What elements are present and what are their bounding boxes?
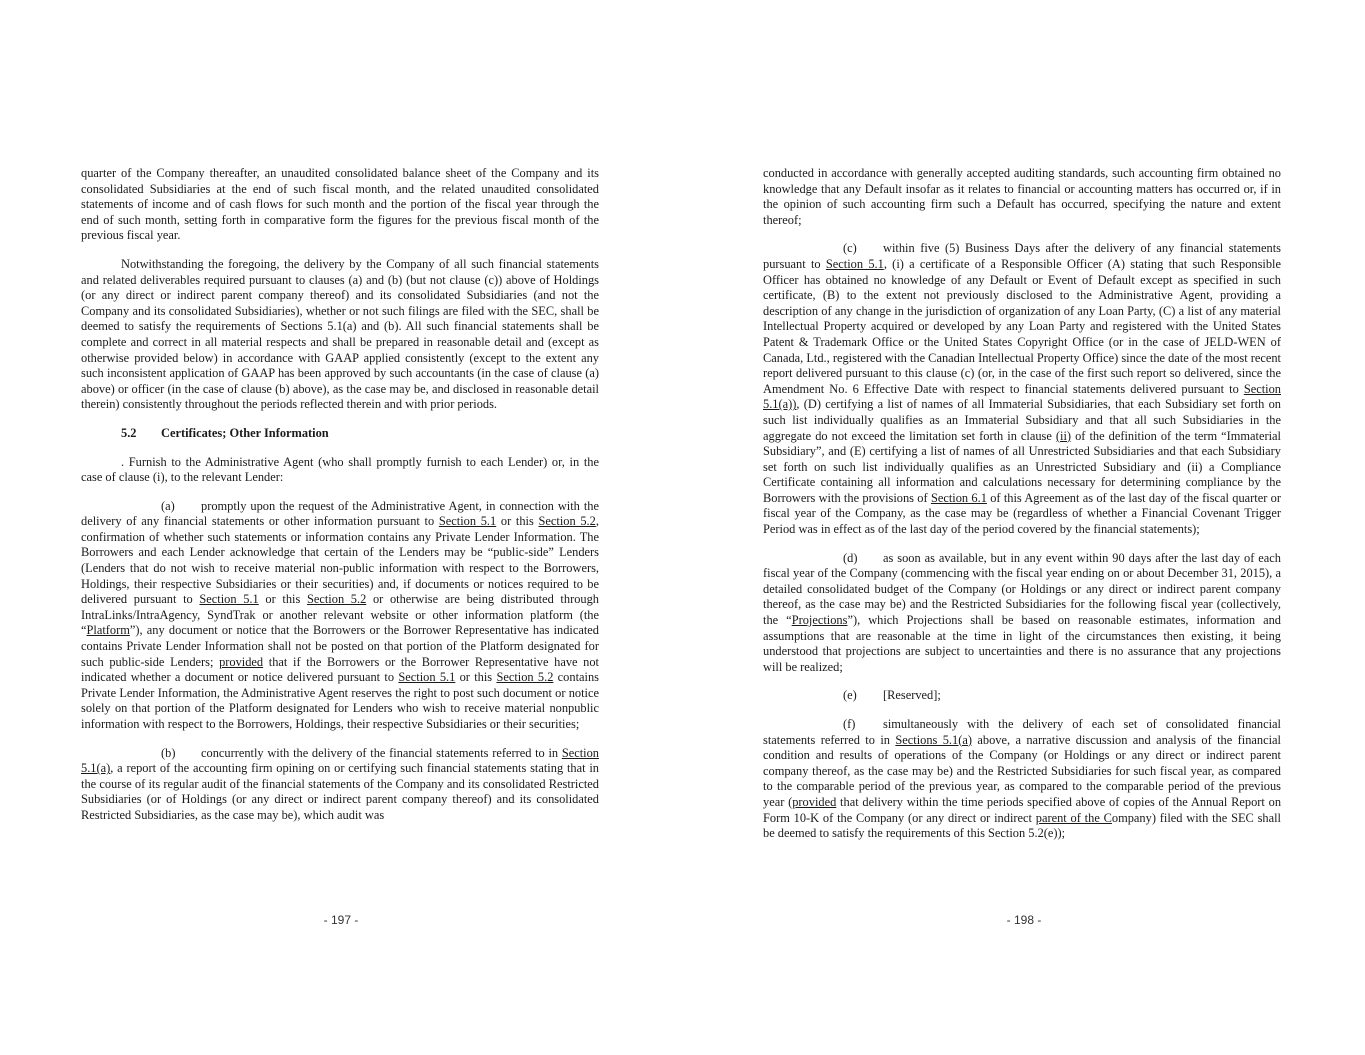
- clause-text: as soon as available, but in any event within 90 days after the last day of each fiscal year of the Company (commencing with the fiscal year ending on or about December 31, 2015), a detailed consolidated budget of the Company (or Holdings or any direct or indirect parent company thereof, as the case may be) and the Restricted Subsidiaries for the following fiscal year (collectively, the “: [763, 550, 1281, 628]
- clause-text: that if the Borrowers or the Borrower Representative have not indicated whether a document or notice delivered pursuant to: [81, 654, 599, 685]
- clause-c: [763, 241, 1281, 537]
- section-reference: Section 5.1: [398, 670, 456, 685]
- left-page: [0, 0, 682, 1055]
- section-reference: Section 5.1: [825, 256, 884, 271]
- defined-term: provided: [219, 654, 264, 669]
- section-reference: Section 5.1(a)): [763, 381, 1281, 412]
- clause-d: [763, 551, 1281, 676]
- clause-label: (c): [843, 241, 857, 256]
- clause-label: (d): [843, 550, 858, 565]
- clause-text: or this: [455, 670, 497, 685]
- clause-text: promptly upon the request of the Administrative Agent, in connection with the delivery of any financial statements or other information pursuant to: [81, 498, 599, 529]
- clause-text: simultaneously with the delivery of each set of consolidated financial statements referred to in: [763, 717, 1281, 747]
- clause-text: ”), which Projections shall be based on reasonable estimates, information and assumptions that are reasonable at the time in light of the circumstances then existing, it being understood that projections are subject to uncertainties and there is no assurance that any projections will be realized;: [763, 613, 1281, 674]
- section-reference: Section 5.1: [438, 514, 497, 529]
- clause-text: , (D) certifying a list of names of all Immaterial Subsidiaries, that each Subsidiary set forth on such list individually qualifies as an Immaterial Subsidiary and that all such Subsidiaries in the aggregate do not exceed the limitation set forth in clause: [763, 397, 1281, 443]
- section-reference: Sections 5.1(a): [895, 732, 972, 747]
- clause-text: [Reserved];: [883, 688, 941, 703]
- clause-label: (b): [161, 745, 176, 760]
- clause-reference: (ii): [1055, 428, 1072, 443]
- paragraph-notwithstanding: Notwithstanding the foregoing, the delivery by the Company of all such financial statements and related deliverables required pursuant to clauses (a) and (b) (but not clause (c)) above of Holdings (or any direct or indirect parent company thereof) and its consolidated Subsidiaries (and not the Company and its consolidated Subsidiaries), whether or not such filings are filed with the SEC, shall be deemed to satisfy the requirements of Sections 5.1(a) and (b). All such financial statements shall be complete and correct in all material respects and shall be prepared in reasonable detail and (except as otherwise provided below) in accordance with GAAP applied consistently (except to the extent any such inconsistent application of GAAP has been approved by such accountants (in the case of clause (a) above) or officer (in the case of clause (b) above), as the case may be, and disclosed in reasonable detail therein) consistently throughout the periods reflected therein and with prior periods.: [81, 256, 599, 412]
- clause-label: (f): [843, 717, 856, 731]
- clause-text: , confirmation of whether such statements or information contains any Private Lender Information. The Borrowers and each Lender acknowledge that certain of the Lenders may be “public-side” Lenders (Lenders that do not wish to receive material non-public information with respect to the Borrowers, Holdings, their respective Subsidiaries or their securities) and, if documents or notices required to be delivered pursuant to: [81, 514, 599, 607]
- clause-text: of the definition of the term “Immaterial Subsidiary”, and (E) certifying a list of names of all Unrestricted Subsidiaries and that each Subsidiary set forth on such list individually qualifies as an Unrestricted Subsidiary and (ii) a Compliance Certificate containing all information and calculations necessary for determining compliance by the Borrowers with the provisions of: [763, 428, 1281, 505]
- section-reference: Section 5.2: [306, 592, 367, 607]
- clause-b: [81, 746, 599, 824]
- clause-text: or this: [496, 514, 539, 529]
- left-page-body: [81, 166, 599, 837]
- page-number: - 197 -: [323, 913, 359, 927]
- right-page-body: [763, 166, 1281, 855]
- clause-e: [763, 688, 1281, 704]
- underlined-text: parent of the C: [1035, 810, 1112, 825]
- paragraph-continuation: quarter of the Company thereafter, an unaudited consolidated balance sheet of the Company and its consolidated Subsidiaries at the end of such fiscal month, and the related unaudited consolidated statements of income and of cash flows for such month and the portion of the fiscal year through the end of such month, setting forth in comparative form the figures for the previous fiscal month of the previous fiscal year.: [81, 166, 599, 243]
- paragraph-continuation: conducted in accordance with generally accepted auditing standards, such accounting firm obtained no knowledge that any Default insofar as it relates to financial or accounting matters has occurred or, if in the opinion of such accounting firm such a Default has occurred, specifying the nature and extent thereof;: [763, 166, 1281, 227]
- paragraph-furnish: . Furnish to the Administrative Agent (who shall promptly furnish to each Lender) or, in the case of clause (i), to the relevant Lender:: [81, 454, 599, 485]
- section-heading-5-2: [121, 426, 599, 442]
- section-number: 5.2: [121, 425, 137, 440]
- clause-label: (e): [843, 688, 857, 703]
- clause-text: ompany) filed with the SEC shall be deemed to satisfy the requirements of this Section 5.2(e));: [763, 810, 1282, 841]
- page-number: - 198 -: [1006, 913, 1042, 927]
- clause-text: above, a narrative discussion and analysis of the financial condition and results of operations of the Company (or Holdings or any direct or indirect parent company thereof, as the case may be) and the Restricted Subsidiaries for such fiscal year, as compared to the comparable period of the previous year, as compared to the comparable period of the previous year (: [763, 732, 1281, 809]
- clause-text: or this: [258, 592, 307, 607]
- clause-text: that delivery within the time periods specified above of copies of the Annual Report on Form 10-K of the Company (or any direct or indirect: [763, 794, 1282, 825]
- clause-text: , (i) a certificate of a Responsible Officer (A) stating that such Responsible Officer has obtained no knowledge of any Default or Event of Default except as specified in such certificate, (B) to the extent not previously disclosed to the Administrative Agent, providing a description of any change in the jurisdiction of organization of any Loan Party, (C) a list of any material Intellectual Property acquired or developed by any Loan Party and registered with the United States Patent & Trademark Office or the United States Copyright Office (or in the case of JELD-WEN of Canada, Ltd., registered with the Canadian Intellectual Property Office) since the date of the most recent report delivered pursuant to this clause (c) (or, in the case of the first such report so delivered, since the Amendment No. 6 Effective Date with respect to financial statements delivered pursuant to: [763, 256, 1281, 396]
- section-reference: Section 6.1: [930, 490, 987, 505]
- clause-text: , a report of the accounting firm opining on or certifying such financial statements stating that in the course of its regular audit of the financial statements of the Company and its consolidated Restricted Subsidiaries (or of Holdings (or any direct or indirect parent company thereof) and its consolidated Restricted Subsidiaries, as the case may be), which audit was: [81, 761, 599, 822]
- clause-text: within five (5) Business Days after the delivery of any financial statements pursuant to: [763, 241, 1281, 271]
- section-reference: Section 5.2: [496, 670, 554, 685]
- clause-text: ”), any document or notice that the Borrowers or the Borrower Representative has indicated contains Private Lender Information shall not be posted on that portion of the Platform designated for such public-side Lenders;: [81, 623, 599, 669]
- section-reference: Section 5.2: [538, 514, 596, 529]
- clause-text: or otherwise are being distributed through IntraLinks/IntraAgency, SyndTrak or another relevant website or other information platform (the “: [81, 592, 599, 638]
- clause-f: [763, 717, 1281, 842]
- defined-term: provided: [792, 794, 837, 809]
- clause-label: (a): [161, 498, 175, 513]
- section-reference: Section 5.1(a): [81, 745, 599, 776]
- clause-a: [81, 499, 599, 733]
- defined-term: Platform: [86, 623, 130, 638]
- section-title: Certificates; Other Information: [161, 425, 329, 440]
- right-page: [683, 0, 1365, 1055]
- clause-text: of this Agreement as of the last day of the fiscal quarter or fiscal year of the Company, as the case may be (regardless of whether a Financial Covenant Trigger Period was in effect as of the last day of the period covered by the financial statements);: [763, 490, 1281, 537]
- section-reference: Section 5.1: [199, 592, 259, 607]
- clause-text: concurrently with the delivery of the financial statements referred to in: [201, 745, 562, 760]
- defined-term: Projections: [791, 613, 848, 628]
- clause-text: contains Private Lender Information, the Administrative Agent reserves the right to post such document or notice solely on that portion of the Platform designated for Lenders who wish to receive material nonpublic information with respect to the Borrowers, Holdings, their respective Subsidiaries or their securities;: [81, 670, 599, 731]
